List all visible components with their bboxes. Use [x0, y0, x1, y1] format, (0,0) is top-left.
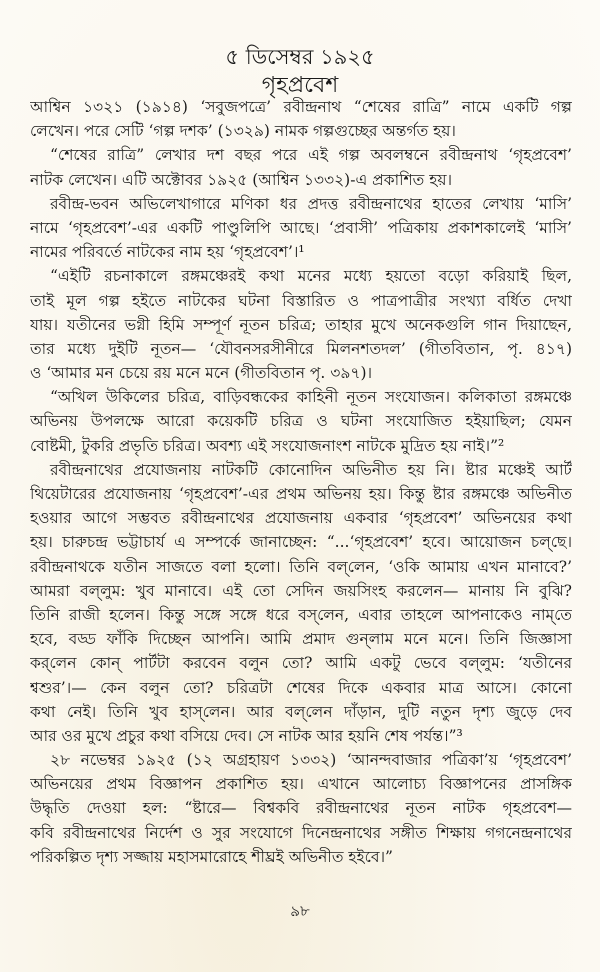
page-body	[30, 95, 572, 869]
text-line: বোষ্টমী, টুকরি প্রভৃতি চরিত্র। অবশ্য এই সংযোজনাংশ নাটকে মুদ্রিত হয় নাই।”²	[30, 436, 505, 455]
text-line: নামে ‘গৃহপ্রবেশ’-এর একটি পাণ্ডুলিপি আছে। ‘প্রবাসী’ পত্রিকায় প্রকাশকালেই ‘মাসি’	[30, 218, 572, 237]
text-line: আর ওর মুখে প্রচুর কথা বসিয়ে দেব। সে নাটক আর হয়নি শেষ পর্যন্ত।”³	[30, 726, 463, 745]
text-line: হয়। চারুচন্দ্র ভট্টাচার্য এ সম্পর্কে জানাচ্ছেন: “...‘গৃহপ্রবেশ’ হবে। আয়োজন চল্‌ছে।	[30, 533, 572, 552]
paragraph	[30, 385, 572, 458]
paragraph	[30, 143, 572, 191]
text-line: আশ্বিন ১৩২১ (১৯১৪) ‘সবুজপত্রে’ রবীন্দ্রনাথ “শেষের রাত্রি” নামে একটি গল্প	[30, 98, 572, 116]
text-line: তার মধ্যে দুইটি নূতন— ‘যৌবনসরসীনীরে মিলনশতদল’ (গীতবিতান, পৃ. ৪১৭)	[30, 339, 572, 358]
text-line: নামের পরিবর্তে নাটকের নাম হয় ‘গৃহপ্রবেশ’।¹	[30, 243, 305, 262]
text-line: আমরা বল্‌লুম: খুব মানাবে। এই তো সেদিন জয়সিংহ করলেন— মানায় নি বুঝি?	[30, 581, 572, 600]
text-line: তাই মূল গল্প হইতে নাটকের ঘটনা বিস্তারিত ও পাত্রপাত্রীর সংখ্যা বর্ধিত দেখা	[30, 291, 572, 310]
text-line: হবে, বড্ড ফাঁকি দিচ্ছেন আপনি। আমি প্রমাদ গুন্‌লাম মনে মনে। তিনি জিজ্ঞাসা	[30, 630, 572, 649]
text-line: পরিকল্পিত দৃশ্য সজ্জায় মহাসমারোহে শীঘ্রই অভিনীত হইবে।”	[30, 847, 393, 866]
text-line: অভিনয় উপলক্ষে আরো কয়েকটি চরিত্র ও ঘটনা সংযোজিত হইয়াছিল; যেমন	[30, 412, 572, 431]
text-line: নাটক লেখেন। এটি অক্টোবর ১৯২৫ (আশ্বিন ১৩৩২)-এ প্রকাশিত হয়।	[30, 170, 453, 189]
text-line: তিনি রাজী হলেন। কিন্তু সঙ্গে সঙ্গে ধরে বস্‌লেন, এবার তাহলে আপনাকেও নাম্‌তে	[30, 605, 572, 624]
text-line: থিয়েটারের প্রযোজনায় ‘গৃহপ্রবেশ’-এর প্রথম অভিনয় হয়। কিন্তু ষ্টার রঙ্গমঞ্চে অভিনীত	[30, 485, 572, 503]
text-line: অভিনয়ের প্রথম বিজ্ঞাপন প্রকাশিত হয়। এখানে আলোচ্য বিজ্ঞাপনের প্রাসঙ্গিক	[30, 775, 572, 794]
text-line: কর্‌লেন কোন্ পার্টটা করবেন বলুন তো? আমি একটু ভেবে বল্‌লুম: ‘যতীনের	[30, 654, 572, 673]
text-line: “অখিল উকিলের চরিত্র, বাড়িবন্ধকের কাহিনী নূতন সংযোজন। কলিকাতা রঙ্গমঞ্চে	[50, 388, 572, 407]
text-line: ২৮ নভেম্বর ১৯২৫ (১২ অগ্রহায়ণ ১৩৩২) ‘আনন্দবাজার পত্রিকা’য় ‘গৃহপ্রবেশ’	[50, 751, 572, 770]
text-line: উদ্ধৃতি দেওয়া হল: “ষ্টারে— বিশ্বকবি রবীন্দ্রনাথের নূতন নাটক গৃহপ্রবেশ—	[30, 799, 572, 818]
paragraph	[30, 95, 572, 143]
text-line: কবি রবীন্দ্রনাথের নির্দেশ ও সুর সংযোগে দিনেন্দ্রনাথের সঙ্গীত শিক্ষায় গগনেন্দ্রনাথের	[30, 823, 572, 842]
text-line: রবীন্দ্রনাথের প্রযোজনায় নাটকটি কোনোদিন অভিনীত হয় নি। ষ্টার মঞ্চেই আর্ট	[50, 460, 572, 479]
text-line: হওয়ার আগে সম্ভবত রবীন্দ্রনাথের প্রযোজনায় একবার ‘গৃহপ্রবেশ’ অভিনয়ের কথা	[30, 509, 572, 528]
paragraph	[30, 748, 572, 869]
chapter-date: ৫ ডিসেম্বর ১৯২৫	[225, 45, 375, 69]
text-line: যায়। যতীনের ভগ্নী হিমি সম্পূর্ণ নূতন চরিত্র; তাহার মুখে অনেকগুলি গান দিয়াছেন,	[30, 315, 572, 334]
paragraph	[30, 192, 572, 265]
text-line: “শেষের রাত্রি” লেখার দশ বছর পরে এই গল্প অবলম্বনে রবীন্দ্রনাথ ‘গৃহপ্রবেশ’	[50, 146, 572, 165]
paragraph	[30, 458, 572, 748]
text-line: রবীন্দ্রনাথকে যতীন সাজতে বলা হলো। তিনি বল্‌লেন, ‘ওকি আমায় এখন মানাবে?’	[30, 557, 572, 576]
page-number: ৯৮	[290, 902, 310, 920]
paragraph	[30, 264, 572, 385]
text-line: রবীন্দ্র-ভবন অভিলেখাগারে মণিকা ধর প্রদত্ত রবীন্দ্রনাথের হাতের লেখায় ‘মাসি’	[50, 194, 572, 213]
text-line: লেখেন। পরে সেটি ‘গল্প দশক’ (১৩২৯) নামক গল্পগুচ্ছের অন্তর্গত হয়।	[30, 122, 456, 141]
chapter-title: গৃহপ্রবেশ	[261, 73, 339, 98]
text-line: ও ‘আমার মন চেয়ে রয় মনে মনে (গীতবিতান পৃ. ৩৯৭)।	[30, 364, 373, 383]
text-line: শ্বশুর’।— কেন বলুন তো? চরিত্রটা শেষের দিকে একবার মাত্র আসে। কোনো	[30, 678, 572, 697]
text-line: “এইটি রচনাকালে রঙ্গমঞ্চেরই কথা মনের মধ্যে হয়তো বড়ো করিয়াই ছিল,	[50, 267, 572, 286]
text-line: কথা নেই। তিনি খুব হাস্‌লেন। আর বল্‌লেন দাঁড়ান, দুটি নতুন দৃশ্য জুড়ে দেব	[30, 702, 572, 721]
